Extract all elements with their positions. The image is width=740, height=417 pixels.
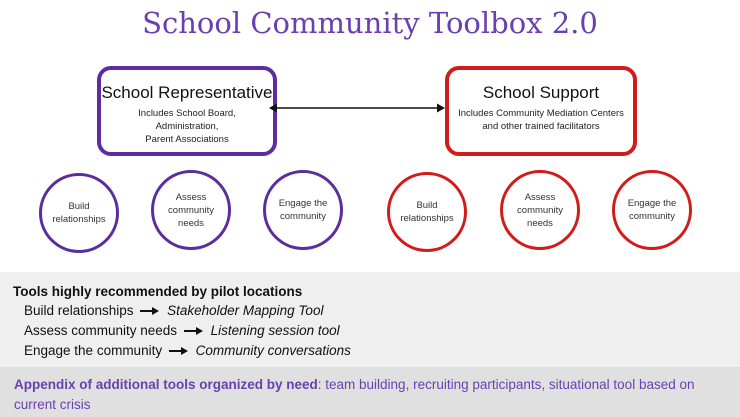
appendix-label: Appendix of additional tools organized by need — [14, 377, 318, 392]
school-support-description-line1: Includes Community Mediation Centers — [458, 108, 624, 119]
appendix-text: : team building, recruiting participants, situational tool based on current crisis — [14, 377, 695, 412]
circle-text: needs — [178, 217, 204, 229]
recommended-tools-heading: Tools highly recommended by pilot locations — [13, 284, 303, 299]
circle-text: community — [629, 211, 675, 222]
circle-text: Build — [416, 200, 438, 211]
school-support-description-line2: and other trained facilitators — [482, 121, 600, 132]
right-arrow-icon — [169, 346, 189, 356]
tool-name: Community conversations — [195, 343, 351, 358]
circle-assess-needs-support — [500, 170, 580, 250]
tool-row — [24, 323, 340, 338]
tool-name: Listening session tool — [210, 323, 340, 338]
circle-text: community — [280, 211, 326, 222]
circle-text: community — [168, 204, 214, 216]
tool-row — [24, 343, 351, 358]
school-representative-title: School Representative — [101, 83, 273, 102]
circle-text: Build — [68, 201, 90, 212]
tool-need: Engage the community — [24, 343, 163, 358]
circle-text: Engage the — [627, 198, 677, 209]
school-representative-description-line1: Includes School Board, Administration, — [138, 108, 236, 132]
school-support-description — [455, 107, 627, 133]
circle-engage-community-support — [612, 170, 692, 250]
circle-text: Assess — [524, 191, 556, 203]
double-headed-arrow-icon — [267, 101, 447, 115]
school-representative-box — [97, 66, 277, 156]
school-representative-description-line2: Parent Associations — [145, 134, 229, 145]
recommended-tools-panel — [0, 272, 740, 367]
circle-text: needs — [527, 217, 553, 229]
circle-text: Engage the — [278, 198, 328, 209]
right-arrow-icon — [140, 306, 160, 316]
right-arrow-icon — [184, 326, 204, 336]
circle-assess-needs-representative — [151, 170, 231, 250]
tool-name: Stakeholder Mapping Tool — [167, 303, 324, 318]
tool-need: Build relationships — [24, 303, 134, 318]
appendix-footer — [0, 367, 740, 417]
school-support-title: School Support — [482, 83, 600, 102]
circle-engage-community-representative — [263, 170, 343, 250]
circle-build-relationships-representative — [39, 173, 119, 253]
page-title: School Community Toolbox 2.0 — [142, 6, 598, 40]
circle-text: relationships — [400, 213, 454, 224]
circle-text: Assess — [175, 191, 207, 203]
school-representative-description — [107, 107, 267, 146]
circle-text: relationships — [52, 214, 106, 225]
school-support-box — [445, 66, 637, 156]
tool-row — [24, 303, 323, 318]
tool-need: Assess community needs — [24, 323, 178, 338]
circle-text: community — [517, 204, 563, 216]
circle-build-relationships-support — [387, 172, 467, 252]
